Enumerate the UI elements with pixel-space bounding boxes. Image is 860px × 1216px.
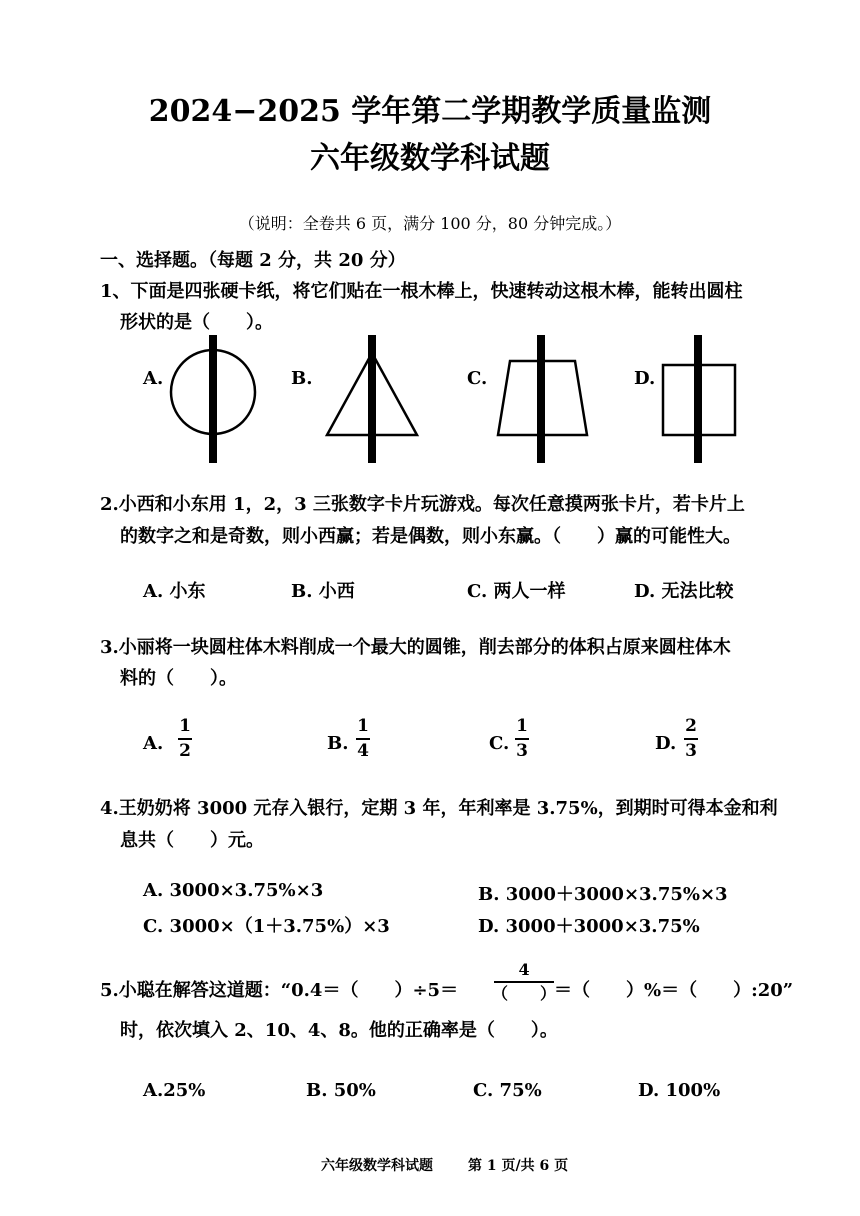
q3-label-a: A. [143, 733, 164, 754]
exam-note: （说明：全卷共 6 页，满分 100 分，80 分钟完成。） [238, 214, 622, 233]
trapezoid-icon [495, 335, 590, 463]
q3-fraction-d: 2 3 [685, 716, 697, 761]
exam-title: 2024−2025 学年第二学期教学质量监测 [148, 94, 712, 129]
q2-option-c: C. 两人一样 [467, 581, 566, 602]
q3-fraction-c: 1 3 [516, 716, 528, 761]
q5-option-c: C. 75% [473, 1080, 542, 1101]
q1-line2: 形状的是（ ）。 [120, 312, 273, 333]
q3-fraction-b: 1 4 [357, 716, 369, 761]
q4-line1: 4.王奶奶将 3000 元存入银行，定期 3 年，年利率是 3.75%，到期时可得本金和利 [100, 798, 778, 819]
q3-line1: 3.小丽将一块圆柱体木料削成一个最大的圆锥，削去部分的体积占原来圆柱体木 [100, 637, 731, 658]
footer-title: 六年级数学科试题 [321, 1158, 433, 1174]
q1-line1: 1、下面是四张硬卡纸，将它们贴在一根木棒上，快速转动这根木棒，能转出圆柱 [100, 281, 743, 302]
q5-option-a: A.25% [143, 1080, 206, 1101]
page-number: 第 1 页/共 6 页 [468, 1158, 569, 1174]
q5-option-b: B. 50% [306, 1080, 376, 1101]
q3-line2: 料的（ ）。 [120, 668, 237, 689]
section-heading: 一、选择题。（每题 2 分，共 20 分） [100, 250, 406, 271]
rectangle-icon [660, 335, 740, 463]
q4-option-b: B. 3000＋3000×3.75%×3 [478, 884, 728, 905]
exam-subtitle: 六年级数学科试题 [310, 141, 550, 176]
q1-label-d: D. [634, 368, 656, 389]
q4-line2: 息共（ ）元。 [120, 830, 264, 851]
q1-label-b: B. [291, 368, 313, 389]
q4-option-c: C. 3000×（1＋3.75%）×3 [143, 916, 390, 937]
q2-line2: 的数字之和是奇数，则小西赢；若是偶数，则小东赢。（ ）赢的可能性大。 [120, 526, 741, 547]
q3-label-d: D. [655, 733, 677, 754]
q1-label-a: A. [143, 368, 164, 389]
q4-option-d: D. 3000＋3000×3.75% [478, 916, 700, 937]
q5-line2: 时，依次填入 2、10、4、8。他的正确率是（ ）。 [120, 1020, 558, 1041]
q2-line1: 2.小西和小东用 1，2，3 三张数字卡片玩游戏。每次任意摸两张卡片，若卡片上 [100, 494, 745, 515]
q2-option-a: A. 小东 [143, 581, 206, 602]
q5-fraction: 4 （ ） [492, 960, 557, 1003]
q5-line1-part2: ＝（ ）%＝（ ）:20” [554, 980, 794, 1001]
q3-fraction-a: 1 2 [179, 716, 191, 761]
q5-option-d: D. 100% [638, 1080, 721, 1101]
q3-label-b: B. [327, 733, 349, 754]
circle-icon [168, 335, 258, 463]
q2-option-b: B. 小西 [291, 581, 355, 602]
q3-label-c: C. [489, 733, 510, 754]
q5-line1-part1: 5.小聪在解答这道题：“0.4＝（ ）÷5＝ [100, 980, 459, 1001]
q1-label-c: C. [467, 368, 488, 389]
triangle-icon [325, 335, 420, 463]
q4-option-a: A. 3000×3.75%×3 [143, 880, 324, 901]
q2-option-d: D. 无法比较 [634, 581, 734, 602]
